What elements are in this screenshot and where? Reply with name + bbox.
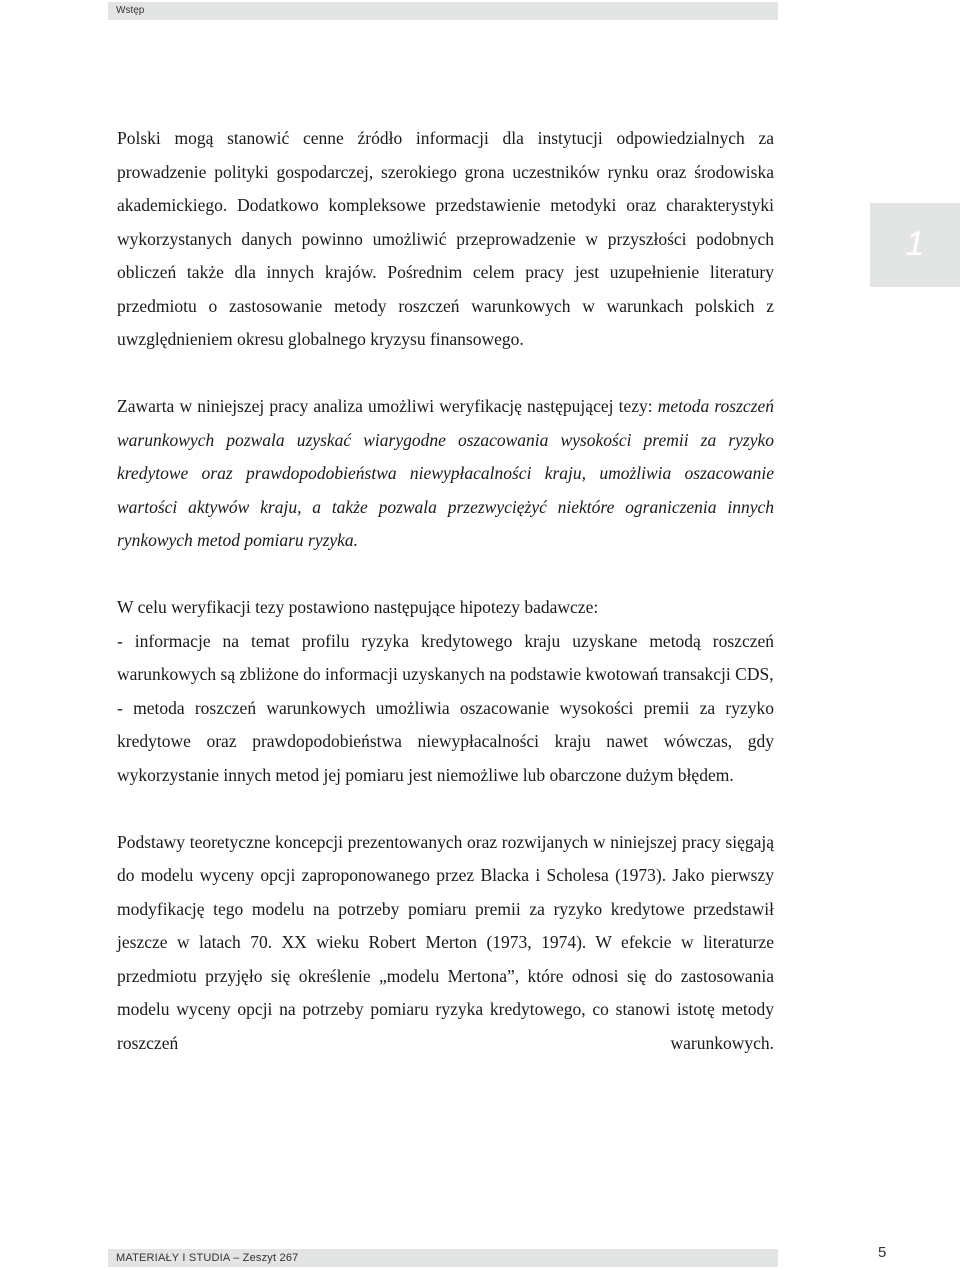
page-number: 5 xyxy=(878,1244,887,1261)
hypotheses-intro: W celu weryfikacji tezy postawiono następujące hipotezy badawcze: xyxy=(117,597,599,617)
paragraph-objectives: Polski mogą stanowić cenne źródło informacji dla instytucji odpowiedzialnych za prowadzenie polityki gospodarczej, szerokiego grona uczestników rynku oraz środowiska akademickiego. Dodatkowo kompleksowe przedstawienie metodyki oraz charakterystyki wykorzystanych danych powinno umożliwić przeprowadzenie w przyszłości podobnych obliczeń także dla innych krajów. Pośrednim celem pracy jest uzupełnienie literatury przedmiotu o zastosowanie metody roszczeń warunkowych w warunkach polskich z uwzględnieniem okresu globalnego kryzysu finansowego. xyxy=(117,128,774,349)
running-footer xyxy=(108,1249,778,1267)
paragraph-theory: Podstawy teoretyczne koncepcji prezentowanych oraz rozwijanych w niniejszej pracy sięgają do modelu wyceny opcji zaproponowanego przez Blacka i Scholesa (1973). Jako pierwszy modyfikację tego modelu na potrzeby pomiaru premii za ryzyko kredytowe przedstawił jeszcze w latach 70. XX wieku Robert Merton (1973, 1974). W efekcie w literaturze przedmiotu przyjęło się określenie „modelu Mertona”, które odnosi się do zastosowania modelu wyceny opcji na potrzeby pomiaru ryzyka kredytowego, co stanowi istotę metody roszczeń warunkowych. xyxy=(117,831,774,1053)
publication-title: MATERIAŁY I STUDIA – Zeszyt 267 xyxy=(116,1252,299,1264)
thesis-statement: metoda roszczeń warunkowych pozwala uzyskać wiarygodne oszacowania wysokości premii za ryzyko kredytowe oraz prawdopodobieństwa niewypłacalności kraju, umożliwia oszacowanie wartości aktywów kraju, a także pozwala przezwyciężyć niektóre ograniczenia innych rynkowych metod pomiaru ryzyka. xyxy=(117,396,774,550)
body-text xyxy=(117,122,774,1060)
section-label: Wstęp xyxy=(116,5,145,16)
chapter-number: 1 xyxy=(905,225,925,263)
chapter-tab xyxy=(870,203,960,287)
hypothesis-1: - informacje na temat profilu ryzyka kredytowego kraju uzyskane metodą roszczeń warunkowych są zbliżone do informacji uzyskanych na podstawie kwotowań transakcji CDS, xyxy=(117,630,774,684)
running-header xyxy=(108,2,778,20)
thesis-intro: Zawarta w niniejszej pracy analiza umożliwi weryfikację następującej tezy: xyxy=(117,396,658,416)
hypothesis-2: - metoda roszczeń warunkowych umożliwia oszacowanie wysokości premii za ryzyko kredytowe oraz prawdopodobieństwa niewypłacalności kraju nawet wówczas, gdy wykorzystanie innych metod jej pomiaru jest niemożliwe lub obarczone dużym błędem. xyxy=(117,697,774,785)
paragraph-thesis xyxy=(117,390,774,558)
